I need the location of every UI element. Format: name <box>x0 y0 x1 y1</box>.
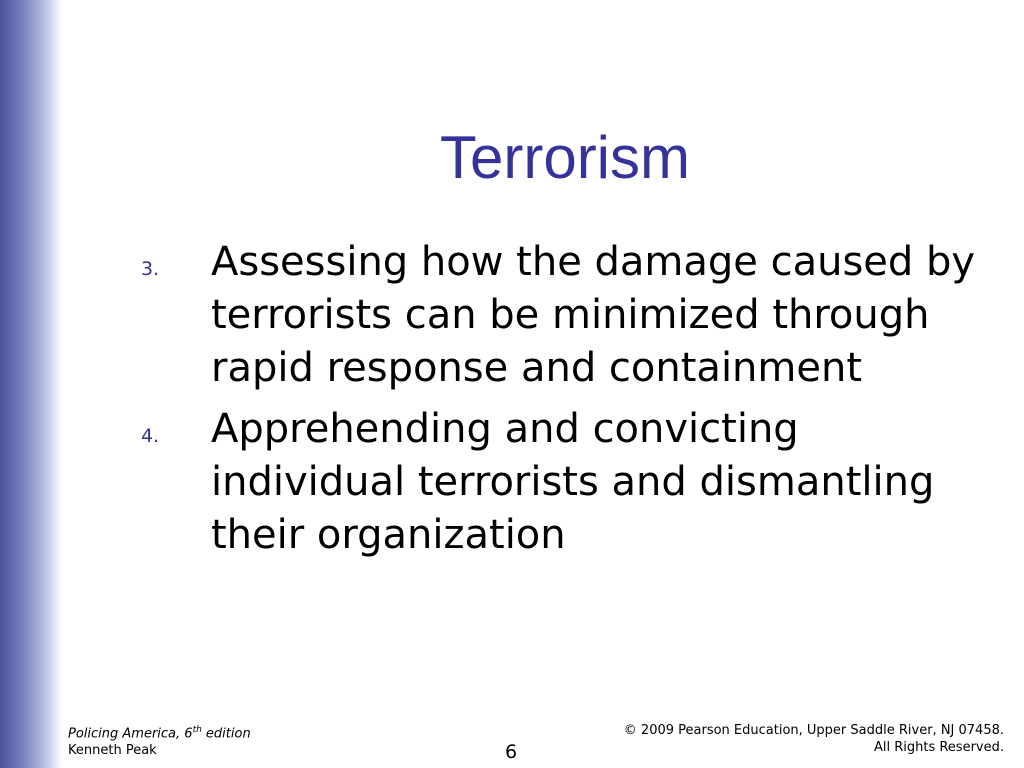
slide-title: Terrorism <box>440 124 690 191</box>
list-item-number: 3. <box>141 258 160 280</box>
footer-book-info <box>68 722 251 759</box>
book-title-text: Policing America, 6 <box>68 726 193 742</box>
page-number: 6 <box>505 741 518 763</box>
author-name: Kenneth Peak <box>68 743 157 759</box>
list-item <box>141 403 991 562</box>
list-item-number: 4. <box>141 425 160 447</box>
list-item-text: Apprehending and convicting individual terrorists and dismantling their organization <box>211 406 935 558</box>
rights-line: All Rights Reserved. <box>873 740 1004 755</box>
decorative-side-band <box>0 0 62 768</box>
footer-copyright <box>624 722 1004 756</box>
list-item-text: Assessing how the damage caused by terrorists can be minimized through rapid response and containment <box>211 239 976 391</box>
book-title-edition: edition <box>201 726 251 742</box>
bullet-list <box>141 236 991 570</box>
book-title-superscript: th <box>192 725 202 735</box>
list-item <box>141 236 991 395</box>
copyright-line: © 2009 Pearson Education, Upper Saddle River, NJ 07458. <box>623 723 1004 738</box>
book-title <box>68 722 251 742</box>
